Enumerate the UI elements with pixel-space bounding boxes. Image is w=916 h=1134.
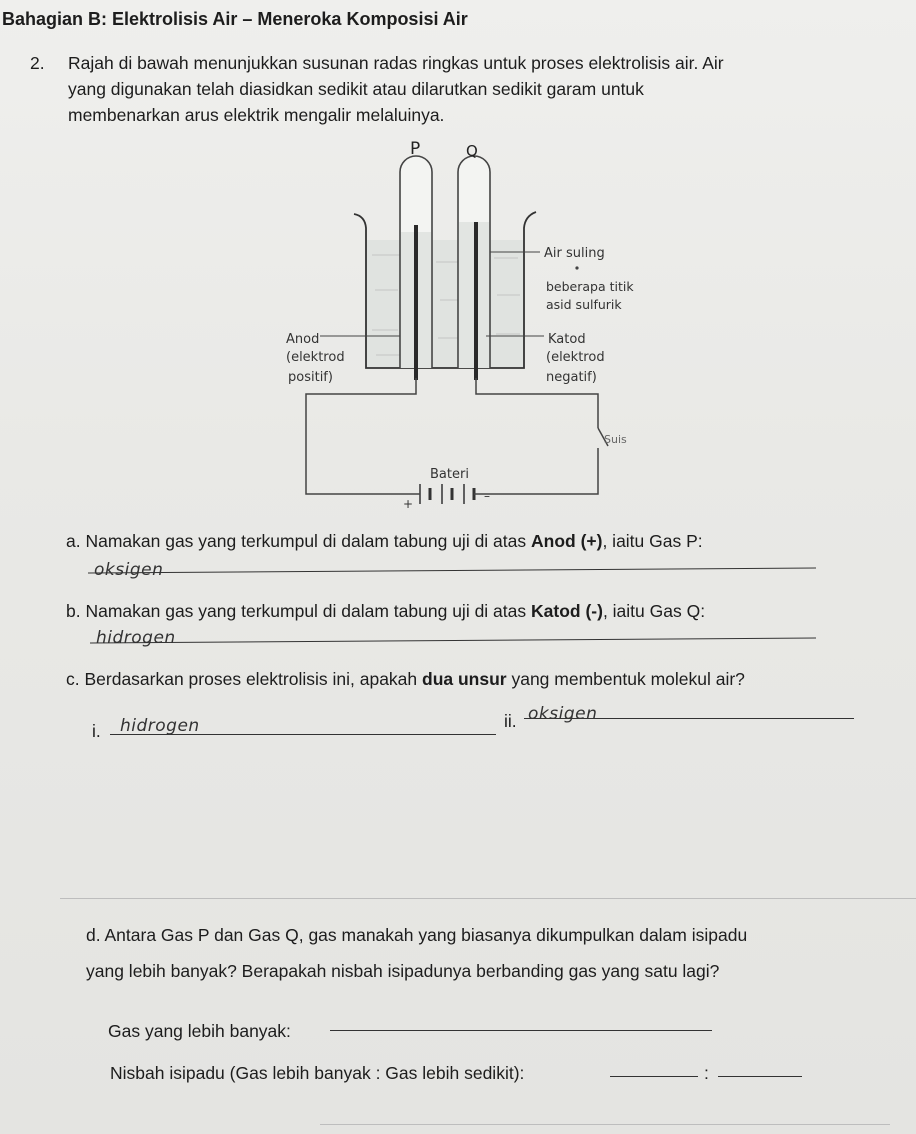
label-bateri: Bateri — [430, 467, 469, 482]
section-title: Bahagian B: Elektrolisis Air – Meneroka Komposisi Air — [2, 9, 468, 29]
ratio-label: Nisbah isipadu (Gas lebih banyak : Gas lebih sedikit): — [110, 1063, 525, 1083]
battery-plus: + — [403, 497, 414, 511]
wire-right-bottom — [496, 448, 598, 494]
label-suis: Suis — [604, 433, 627, 446]
battery-cells — [420, 484, 474, 504]
intro-line-3: membenarkan arus elektrik mengalir melaluinya. — [68, 105, 445, 125]
wire-right-top — [476, 378, 598, 428]
intro-line-1: Rajah di bawah menunjukkan susunan radas ringkas untuk proses elektrolisis air. Air — [68, 53, 724, 73]
part-a-answer-line — [88, 567, 816, 573]
part-c-line-ii — [524, 718, 854, 719]
label-p: P — [410, 139, 421, 159]
part-a-question: a. Namakan gas yang terkumpul di dalam tabung uji di atas Anod (+), iaitu Gas P: — [66, 531, 703, 551]
gas-more-label: Gas yang lebih banyak: — [108, 1021, 291, 1041]
water-fill — [366, 240, 524, 368]
label-katod-2: (elektrod — [546, 350, 605, 365]
part-c-line-i — [110, 734, 496, 735]
wire-left — [306, 378, 416, 494]
ratio-answer-2[interactable] — [718, 1076, 802, 1077]
label-q: Q — [466, 142, 478, 160]
question-number: 2. — [30, 53, 45, 73]
intro-line-2: yang digunakan telah diasidkan sedikit atau dilarutkan sedikit garam untuk — [68, 79, 644, 99]
label-asid-1: beberapa titik — [546, 279, 634, 294]
label-anod-2: (elektrod — [286, 350, 345, 365]
part-b-question: b. Namakan gas yang terkumpul di dalam tabung uji di atas Katod (-), iaitu Gas Q: — [66, 601, 706, 621]
label-anod-1: Anod — [286, 332, 320, 347]
gas-more-answer-line[interactable] — [330, 1030, 712, 1031]
part-c-answer-ii[interactable]: oksigen — [528, 704, 598, 724]
part-c-label-i: i. — [92, 721, 101, 741]
part-c-label-ii: ii. — [504, 711, 517, 731]
part-c-answer-i[interactable]: hidrogen — [120, 716, 200, 736]
part-b-answer[interactable]: hidrogen — [96, 628, 176, 648]
label-anod-3: positif) — [288, 370, 333, 385]
part-c-question: c. Berdasarkan proses elektrolisis ini, apakah dua unsur yang membentuk molekul air? — [66, 669, 745, 689]
bottom-rule — [320, 1124, 890, 1125]
part-d-line-1: d. Antara Gas P dan Gas Q, gas manakah yang biasanya dikumpulkan dalam isipadu — [86, 925, 748, 945]
part-a-answer[interactable]: oksigen — [94, 560, 164, 580]
ratio-colon: : — [704, 1063, 709, 1083]
label-katod-1: Katod — [548, 332, 586, 347]
page-divider — [60, 898, 916, 899]
part-d-line-2: yang lebih banyak? Berapakah nisbah isipadunya berbanding gas yang satu lagi? — [86, 961, 720, 981]
label-katod-3: negatif) — [546, 370, 597, 385]
label-asid-2: asid sulfurik — [546, 297, 622, 312]
battery-minus: – — [484, 489, 490, 503]
label-air-suling: Air suling — [544, 246, 605, 261]
ratio-answer-1[interactable] — [610, 1076, 698, 1077]
electrolysis-diagram — [0, 0, 916, 520]
part-b-answer-line — [90, 637, 816, 643]
